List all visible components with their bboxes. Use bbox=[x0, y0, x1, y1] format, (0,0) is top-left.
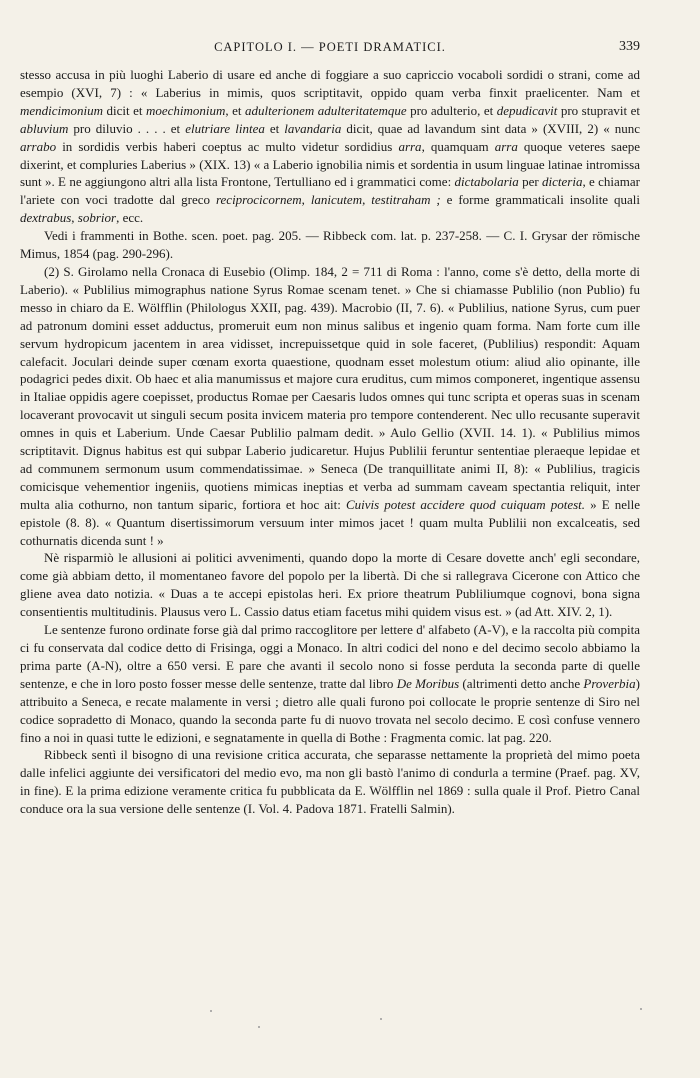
italic-term: arrabo bbox=[20, 138, 57, 154]
text-run: Le sentenze furono ordinate forse già dal primo raccoglitore per lettere d' alfabeto (A-V), e la raccolta più compita ci fu conservata dal codice detto di Frisinga, oggi a Monaco. In altri codici del nono e del decimo secolo abbiamo la prima parte (A-N), oltre a 650 versi. E pare che avanti il secolo nono si fosse perduta la seconda parte di quelle sentenze, e che in loro posto fosser messe delle sentenze, tratte dal libro bbox=[20, 622, 640, 691]
italic-term: elutriare lintea bbox=[185, 120, 265, 136]
text-run: , bbox=[362, 192, 372, 208]
text-run: per bbox=[518, 174, 543, 190]
speck bbox=[258, 1026, 260, 1028]
running-head bbox=[20, 40, 640, 62]
text-run: e forme grammaticali insolite quali bbox=[440, 192, 640, 208]
italic-term: De Moribus bbox=[396, 675, 460, 691]
italic-term: moechimonium bbox=[145, 102, 226, 118]
page-specks bbox=[0, 1000, 700, 1040]
text-run: Nè risparmiò le allusioni ai politici avvenimenti, quando dopo la morte di Cesare dovette anch' egli secondare, come già abbiam detto, il momentaneo favore del popolo per la libertà. Di che si rallegrava Cicerone con Attico che gliene avea dato notizia. « Duas a te accepi epistolas heri. Ex priore theatrum Publiliumque cognovi, bona signa consentientis multitudinis. Plausus vero L. Cassio datus etiam facetus mihi quidem visus est. » (ad Att. XIV. 2, 1). bbox=[20, 550, 640, 620]
text-run: pro diluvio . . . . et bbox=[68, 120, 186, 136]
text-run: , bbox=[301, 192, 311, 208]
text-run: (altrimenti detto anche bbox=[459, 675, 584, 691]
text-run: , ecc. bbox=[116, 210, 144, 226]
text-run: in sordidis verbis haberi coeptus ac multo videtur sordidius bbox=[56, 138, 399, 154]
text-run: Ribbeck sentì il bisogno di una revisione critica accurata, che separasse nettamente la proprietà del mimo poeta dalle infelici aggiunte dei versificatori del medio evo, ma non gli bastò l'animo di condurla a termine (Praef. pag. XV, in fine). E la prima edizione veramente critica fu pubblicata da E. Wölfflin nel 1869 : sulla quale il Prof. Pietro Canal conduce ora la sua versione delle sentenze (I. Vol. 4. Padova 1871. Fratelli Salmin). bbox=[20, 747, 640, 817]
text-run: pro adulterio, et bbox=[406, 102, 497, 118]
paragraph-sentenze-codici bbox=[20, 621, 640, 746]
speck bbox=[640, 1008, 642, 1010]
text-run: stesso accusa in più luoghi Laberio di usare ed anche di foggiare a suo capriccio vocaboli sordidi o strani, come ad esempio (XVI, 7) : « Laberius in mimis, quos scriptitavit, oppido quam verba finxit praelicenter. Nam et bbox=[20, 67, 640, 100]
italic-term: arra bbox=[494, 138, 518, 154]
italic-term: lanicutem bbox=[310, 192, 363, 208]
text-run: et bbox=[264, 120, 285, 136]
italic-term: adulterionem adulteritatemque bbox=[245, 102, 407, 118]
speck bbox=[380, 1018, 382, 1020]
italic-term: lavandaria bbox=[284, 120, 342, 136]
text-run: , quamquam bbox=[421, 138, 495, 154]
text-run: » E nelle epistole (8. 8). « Quantum disertissimorum versuum inter mimos jacet ! quam multa Publilii non excalceatis, sed cothurnatis dicenda sunt ! » bbox=[20, 496, 640, 548]
paragraph-note-2-publilio bbox=[20, 263, 640, 550]
text-run: pro stupravit et bbox=[557, 102, 640, 118]
italic-term: dextrabus bbox=[20, 210, 72, 226]
italic-term: abluvium bbox=[20, 120, 69, 136]
text-run: quoque veteres saepe dixerint, et compluries Laberius » (XIX. 13) « a Laberio ignobilia nimis et sordentia in usum linguae latinae intromissa sunt ». E ne aggiungono altri alla lista Frontone, Tertulliano ed i grammatici come: bbox=[20, 138, 640, 190]
text-run: ) attribuito a Seneca, e recate malamente in versi ; dietro alle quali furono poi collocate le proprie sentenze di Siro nel codice sopradetto di Monaco, quando la seconda parte fu di nuovo trovata nel secolo decimo. E così confuse vennero fino a noi in quasi tutte le edizioni, e segnatamente in quella di Bothe : Fragmenta comic. lat pag. 220. bbox=[20, 675, 640, 745]
page-number: 339 bbox=[619, 39, 640, 54]
text-run: , et bbox=[225, 102, 245, 118]
italic-term: dictabolaria bbox=[454, 174, 519, 190]
italic-term: reciprocicornem bbox=[215, 192, 302, 208]
italic-term: depudicavit bbox=[496, 102, 558, 118]
italic-term: mendicimonium bbox=[20, 102, 104, 118]
italic-term: Cuivis potest accidere quod cuiquam potest. bbox=[345, 496, 586, 512]
running-head-title: CAPITOLO I. — POETI DRAMATICI. bbox=[214, 40, 446, 54]
text-run: , bbox=[71, 210, 78, 226]
text-run: dicit, quae ad lavandum sint data » (XVIII, 2) « nunc bbox=[341, 120, 641, 136]
italic-term: arra bbox=[398, 138, 422, 154]
italic-term: dicteria bbox=[542, 174, 583, 190]
paragraph-laberio-vocaboli bbox=[20, 66, 640, 227]
paragraph-frammenti-refs bbox=[20, 227, 640, 263]
speck bbox=[210, 1010, 212, 1012]
page-body bbox=[20, 66, 640, 818]
paragraph-allusioni-politiche bbox=[20, 549, 640, 621]
italic-term: Proverbia bbox=[583, 675, 636, 691]
text-run: dicit et bbox=[103, 102, 146, 118]
text-run: Vedi i frammenti in Bothe. scen. poet. pag. 205. — Ribbeck com. lat. p. 237-258. — C. I. Grysar der römische Mimus, 1854 (pag. 290-296). bbox=[20, 228, 640, 262]
italic-term: sobrior bbox=[77, 210, 117, 226]
paragraph-ribbeck-wolfflin bbox=[20, 746, 640, 818]
text-run: , e chiamar l'ariete con voci tradotte dal greco bbox=[20, 174, 640, 208]
italic-term: testitraham ; bbox=[371, 192, 441, 208]
text-run: (2) S. Girolamo nella Cronaca di Eusebio (Olimp. 184, 2 = 711 di Roma : l'anno, come s'è detto, della morte di Laberio). « Publilius mimographus natione Syrus Romae scenam tenet. » Che si chiamasse Publilio (non Publio) fu messo in chiaro da E. Wölfflin (Philologus XXII, pag. 439). Macrobio (II, 7. 6). « Publilius, natione Syrus, cum puer ad patronum domini esset adductus, promeruit eum non minus salibus et ingenio quam forma. Nam forte cum ille servum hydropicum jacentem in area vidisset, increpuissetque quid in sole faceret, (Publilius) respondit: Aquam calefacit. Joculari deinde super cœnam exorta quaestione, quodnam esset molestum otium: aliud alio opinante, ille podagrici pedes dixit. Ob haec et alia manumissus et majore cura eruditus, cum mimos componeret, ingentique assensu in Italiae oppidis agere coepisset, productus Romae per Caesaris ludos omnes qui tunc scripta et operas suas in scenam locaverant provocavit ut singuli secum posita invicem materia pro tempore contenderent. Nec ullo recusante superavit omnes in quis et Laberium. Unde Caesar Publilio palmam dedit. » Aulo Gellio (XVII. 14. 1). « Publilius mimos scriptitavit. Dignus habitus est qui subpar Laberio judicaretur. Hujus Publilii feruntur sententiae pleraeque lepidae et ad communem sermonum usum commendatissimae. » Seneca (De tranquillitate animi II, 8): « Publilius, tragicis comicisque vehementior ingeniis, quotiens mimicas ineptias et verba ad summam caveam spectantia reliquit, inter multa alia cothurno, non tantum siparic, fortiora et hoc ait: bbox=[20, 263, 640, 512]
book-page bbox=[20, 40, 640, 818]
